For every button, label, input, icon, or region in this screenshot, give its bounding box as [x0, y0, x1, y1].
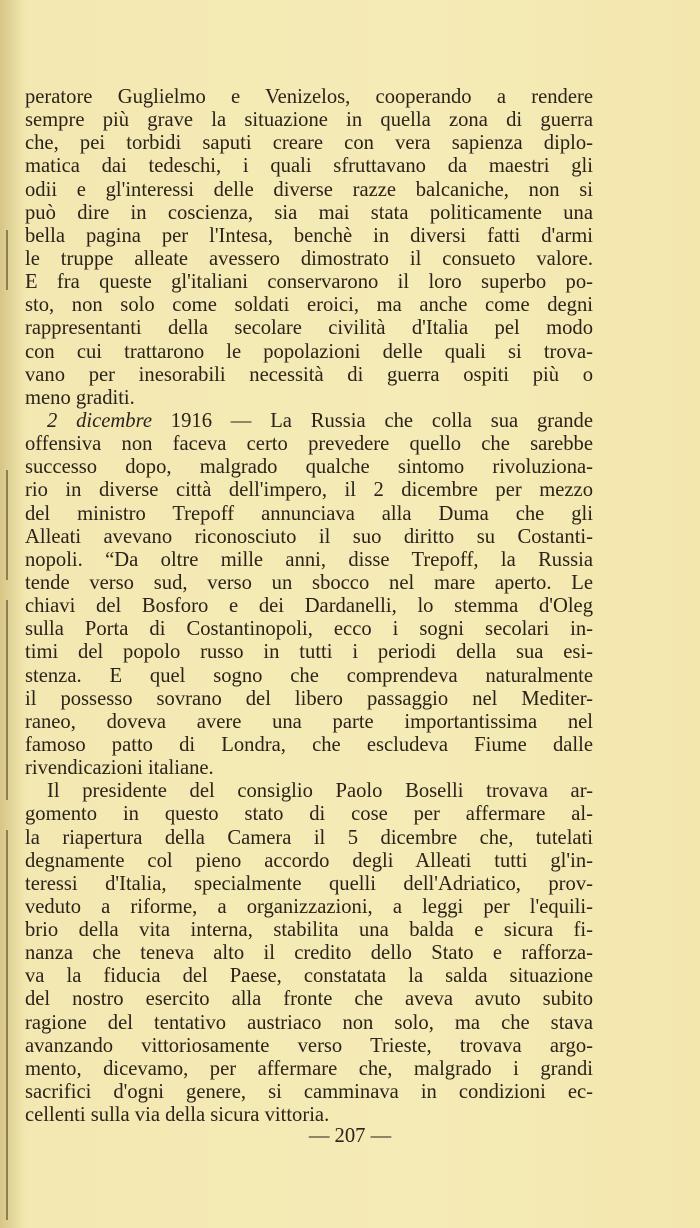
text-line: E fra queste gl'italiani conservarono il loro superbo po- — [25, 271, 593, 294]
text-line: chiavi del Bosforo e dei Dardanelli, lo stemma d'Oleg — [25, 595, 593, 618]
text-line: gomento in questo stato di cose per affermare al- — [25, 803, 593, 826]
text-line: rio in diverse città dell'impero, il 2 dicembre per mezzo — [25, 479, 593, 502]
text-line: nanza che teneva alto il credito dello Stato e rafforza- — [25, 942, 593, 965]
text-line: sacrifici d'ogni genere, si camminava in condizioni ec- — [25, 1081, 593, 1104]
text-line: meno graditi. — [25, 386, 135, 409]
binding-edge-mark — [6, 230, 8, 290]
binding-edge-mark — [6, 600, 8, 800]
text-line: brio della vita interna, stabilita una balda e sicura fi- — [25, 919, 593, 942]
text-line: le truppe alleate avessero dimostrato il consueto valore. — [25, 247, 593, 270]
text-line: rappresentanti della secolare civilità d'Italia pel modo — [25, 317, 593, 340]
text-line: Alleati avevano riconosciuto il suo diritto su Costanti- — [25, 525, 593, 548]
text-line: il possesso sovrano del libero passaggio nel Mediter- — [25, 687, 593, 710]
text-line: timi del popolo russo in tutti i periodi della sua esi- — [25, 641, 593, 664]
text-line: bella pagina per l'Intesa, benchè in diversi fatti d'armi — [25, 224, 593, 247]
text-line: sto, non solo come soldati eroici, ma anche come degni — [25, 294, 593, 317]
date-heading: 2 dicembre — [47, 409, 152, 432]
text-line: odii e gl'interessi delle diverse razze balcaniche, non si — [25, 178, 593, 201]
text-line: con cui trattarono le popolazioni delle quali si trova- — [25, 340, 593, 363]
text-line: può dire in coscienza, sia mai stata politicamente una — [25, 201, 593, 224]
text-line: ragione del tentativo austriaco non solo, ma che stava — [25, 1011, 593, 1034]
text-line: vano per inesorabili necessità di guerra ospiti più o — [25, 363, 593, 386]
body-text — [25, 86, 593, 1127]
text-line: stenza. E quel sogno che comprendeva naturalmente — [25, 664, 593, 687]
text-line: sulla Porta di Costantinopoli, ecco i sogni secolari in- — [25, 618, 593, 641]
binding-gutter-shadow — [0, 0, 24, 1228]
text-line: famoso patto di Londra, che escludeva Fiume dalle — [25, 733, 593, 756]
text-line-dated — [25, 410, 593, 433]
text-line: sempre più grave la situazione in quella zona di guerra — [25, 109, 593, 132]
text-line: offensiva non faceva certo prevedere quello che sarebbe — [25, 433, 593, 456]
text-line: del nostro esercito alla fronte che aveva avuto subito — [25, 988, 593, 1011]
binding-edge-mark — [6, 470, 8, 580]
page-number: — 207 — — [308, 1125, 392, 1147]
text-line: del ministro Trepoff annunciava alla Duma che gli — [25, 502, 593, 525]
text-line: tende verso sud, verso un sbocco nel mare aperto. Le — [25, 571, 593, 594]
text-line: avanzando vittoriosamente verso Trieste, trovava argo- — [25, 1034, 593, 1057]
text-line: teressi d'Italia, specialmente quelli dell'Adriatico, prov- — [25, 872, 593, 895]
text-line: va la fiducia del Paese, constatata la salda situazione — [25, 965, 593, 988]
text-line: peratore Guglielmo e Venizelos, cooperando a rendere — [25, 86, 593, 108]
text-line: mento, dicevamo, per affermare che, malgrado i grandi — [25, 1057, 593, 1080]
text-line: successo dopo, malgrado qualche sintomo rivoluziona- — [25, 456, 593, 479]
text-line: rivendicazioni italiane. — [25, 757, 214, 780]
text-line: degnamente col pieno accordo degli Alleati tutti gl'in- — [25, 849, 593, 872]
text-line: nopoli. “Da oltre mille anni, disse Trepoff, la Russia — [25, 548, 593, 571]
text-line: veduto a riforme, a organizzazioni, a leggi per l'equili- — [25, 895, 593, 918]
text-line: raneo, doveva avere una parte importantissima nel — [25, 710, 593, 733]
text-line: matica dai tedeschi, i quali sfruttavano da maestri gli — [25, 155, 593, 178]
text-line: la riapertura della Camera il 5 dicembre che, tutelati — [25, 826, 593, 849]
text-line: cellenti sulla via della sicura vittoria. — [25, 1104, 330, 1127]
text-line: che, pei torbidi saputi creare con vera sapienza diplo- — [25, 132, 593, 155]
binding-edge-mark — [6, 830, 8, 1220]
text-line-rest: 1916 — La Russia che colla sua grande — [151, 409, 593, 432]
text-line: Il presidente del consiglio Paolo Boselli trovava ar- — [47, 780, 593, 803]
